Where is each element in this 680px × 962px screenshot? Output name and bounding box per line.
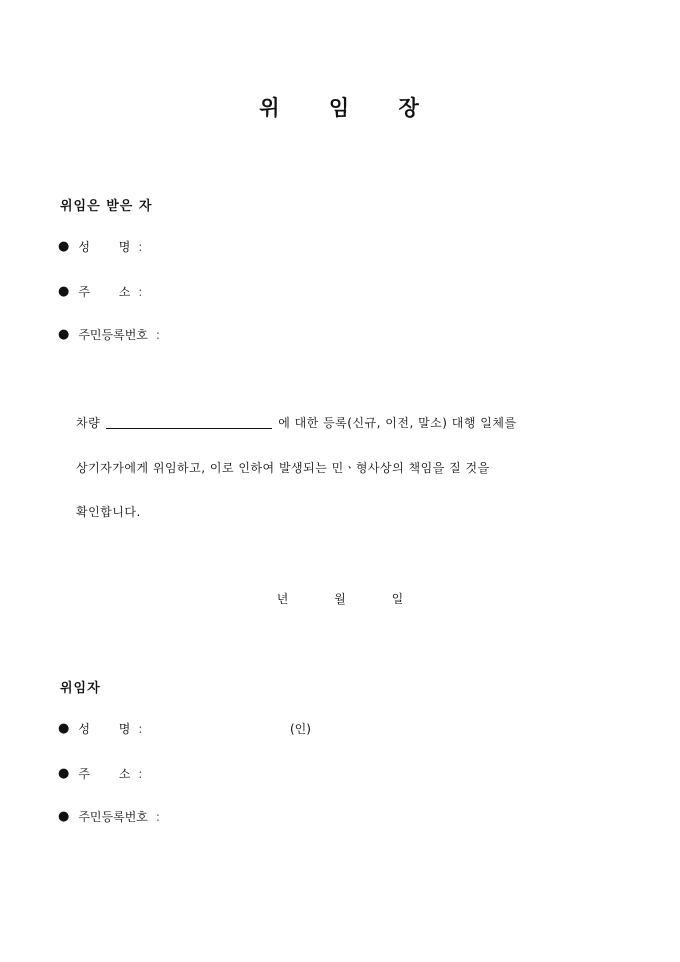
bullet-icon: ● bbox=[58, 809, 70, 824]
body-line-1-prefix: 차량 bbox=[76, 416, 101, 430]
delegate-id-row bbox=[58, 326, 160, 343]
delegate-id-colon: : bbox=[155, 327, 160, 342]
bullet-icon: ● bbox=[58, 239, 70, 254]
delegate-address-colon: : bbox=[138, 284, 143, 299]
delegate-address-row bbox=[58, 283, 142, 300]
delegator-name-label: 성 명 bbox=[78, 722, 131, 736]
delegator-id-colon: : bbox=[155, 809, 160, 824]
title-char-1: 위 bbox=[259, 95, 282, 120]
title-char-2: 임 bbox=[328, 95, 352, 120]
vehicle-blank-line bbox=[106, 428, 272, 429]
seal-mark: (인) bbox=[290, 722, 311, 736]
delegator-address-row bbox=[58, 765, 142, 782]
body-line-1 bbox=[76, 414, 517, 431]
bullet-icon: ● bbox=[58, 766, 70, 781]
body-line-3: 확인합니다. bbox=[76, 505, 141, 519]
date-month: 월 bbox=[334, 592, 346, 606]
body-line-1-suffix: 에 대한 등록(신규, 이전, 말소) 대행 일체를 bbox=[278, 416, 517, 430]
date-line bbox=[0, 590, 680, 607]
delegate-name-label: 성 명 bbox=[78, 240, 131, 254]
delegator-heading: 위임자 bbox=[60, 681, 101, 696]
delegate-address-label: 주 소 bbox=[78, 285, 131, 299]
delegator-name-row bbox=[58, 720, 142, 737]
body-line-2: 상기자가에게 위임하고, 이로 인하여 발생되는 민ㆍ형사상의 책임을 질 것을 bbox=[76, 461, 490, 475]
delegate-name-row bbox=[58, 238, 142, 255]
delegator-id-row bbox=[58, 808, 160, 825]
delegate-heading: 위임은 받은 자 bbox=[60, 199, 153, 214]
document-title bbox=[0, 92, 680, 122]
bullet-icon: ● bbox=[58, 284, 70, 299]
delegate-id-label: 주민등록번호 bbox=[78, 328, 148, 342]
date-day: 일 bbox=[391, 592, 404, 606]
bullet-icon: ● bbox=[58, 327, 70, 342]
bullet-icon: ● bbox=[58, 721, 70, 736]
delegate-name-colon: : bbox=[138, 239, 143, 254]
delegator-name-colon: : bbox=[138, 721, 143, 736]
date-year: 년 bbox=[276, 592, 289, 606]
delegator-address-colon: : bbox=[138, 766, 143, 781]
delegator-address-label: 주 소 bbox=[78, 767, 131, 781]
delegator-id-label: 주민등록번호 bbox=[78, 810, 148, 824]
title-char-3: 장 bbox=[398, 95, 421, 120]
